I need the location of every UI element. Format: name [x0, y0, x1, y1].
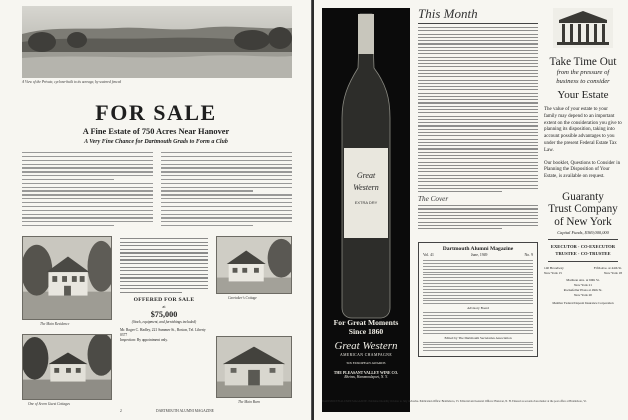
champagne-brand: Great Western: [334, 340, 398, 352]
fdic-member: Member Federal Deposit Insurance Corporation: [552, 301, 614, 306]
branch-address: Madison Ave. at 60th St.: [566, 278, 600, 283]
offered-for-sale-label: OFFERED FOR SALE: [133, 296, 195, 303]
bank-name-line2: Trust Company: [548, 203, 618, 216]
inspection-line: Inspection: By appointment only.: [120, 337, 168, 342]
trust-ad-sub1: from the pressure of: [556, 69, 610, 76]
trust-company-ad: [542, 6, 624, 412]
masthead-number: No. 9: [524, 253, 533, 257]
champagne-descriptor: AMERICAN CHAMPAGNE: [339, 353, 393, 357]
branch-city: New York 21: [573, 283, 592, 288]
offer-column: [120, 238, 208, 343]
roles-line1: EXECUTOR · CO-EXECUTOR: [550, 244, 616, 250]
hero-caption: A View of the Private, cyclone-built to its acreage, by watered fenced: [22, 80, 122, 84]
masthead-box: [418, 242, 538, 357]
masthead-vol: Vol. 41: [423, 253, 434, 257]
capital-funds: Capital Funds, $369,000,000: [557, 230, 609, 236]
bank-name: [542, 191, 624, 229]
svg-text:EXTRA DRY: EXTRA DRY: [354, 200, 378, 205]
masthead-offices: [423, 342, 533, 352]
left-page: [0, 0, 312, 420]
champagne-location: Rheims, Hammondsport, N. Y.: [344, 375, 388, 379]
branch-address: Fifth Ave. at 44th St.: [593, 266, 622, 271]
contact-line: Mr. Roger C. Hadley, 221 Summer St., Boston, Tel. Liberty 0377: [120, 327, 206, 337]
branch-city: New York 18: [604, 271, 622, 276]
masthead-footnote: Edited by The Dartmouth Secretaries Association: [444, 335, 512, 340]
champagne-awards: SIX EUROPEAN AWARDS: [346, 361, 386, 365]
masthead-staff-list: [423, 260, 533, 304]
advisory-board-heading: Advisory Board: [467, 306, 489, 311]
bank-building-icon: [553, 8, 613, 48]
this-month-heading: This Month: [418, 6, 478, 21]
subheadline: A Fine Estate of 750 Acres Near Hanover: [82, 127, 230, 136]
main-barn-caption: The Main Barn: [238, 400, 260, 404]
branch-addresses: [542, 266, 624, 276]
terms-note: (Stock, equipment, and furnishings included): [131, 319, 197, 324]
roles-line2: TRUSTEE · CO-TRUSTEE: [555, 250, 611, 256]
caretakers-cottage-caption: Caretaker's Cottage: [228, 296, 257, 300]
the-cover-heading: The Cover: [418, 195, 449, 204]
bank-name-line1: Guaranty: [562, 190, 604, 203]
svg-text:Great: Great: [356, 171, 376, 180]
folio-number: 2: [120, 409, 122, 413]
this-month-text: [418, 27, 538, 229]
trust-ad-booklet: Our booklet, Questions to Consider in Planning the Disposition of Your Estate, is available on request.: [544, 160, 621, 180]
masthead-title: Dartmouth Alumni Magazine: [442, 246, 514, 252]
publication-footer: DARTMOUTH ALUMNI MAGAZINE. Published monthly October to July inclusive. Publication Office: Brattleboro, Vt. Editorial and General Offices: Hanover, N. H. Entered as second-class matter at the post office at Brattleboro, Vt.: [322, 400, 587, 403]
guest-cottage-photo: [22, 334, 112, 400]
tagline: A Very Fine Chance for Dartmouth Grads to Form a Club: [84, 139, 228, 145]
trust-roles: [542, 244, 624, 257]
article-column-right: [161, 152, 292, 232]
masthead-issue: June, 1949: [471, 253, 488, 257]
article-body: [22, 152, 292, 232]
article-column-left: [22, 152, 153, 232]
trust-ad-headline: Take Time Out: [549, 56, 617, 68]
champagne-line2: Since 1860: [348, 327, 384, 336]
champagne-line1: For Great Moments: [333, 318, 399, 327]
page-title: FOR SALE: [95, 100, 217, 125]
main-barn-photo: [216, 336, 292, 398]
branch-address: 140 Broadway: [544, 266, 564, 271]
caretakers-cottage-photo: [216, 236, 292, 294]
price: $75,000: [150, 309, 178, 319]
guest-cottage-caption: One of Seven Guest Cottages: [28, 402, 70, 406]
trust-ad-sub3: Your Estate: [557, 89, 609, 101]
champagne-ad-text: [322, 318, 410, 379]
folio-title: DARTMOUTH ALUMNI MAGAZINE: [156, 409, 214, 413]
trust-ad-body: The value of your estate to your family may depend to an important extent on the consideration you give to planning its disposition, taking into account possible advantages to you under the present Federal Estate Tax Law.: [544, 107, 622, 153]
main-residence-caption: The Main Residence: [40, 322, 70, 326]
branch-addresses-2: [542, 278, 624, 298]
right-page: [314, 0, 628, 420]
champagne-company: THE PLEASANT VALLEY WINE CO.: [333, 371, 399, 375]
masthead-volume-row: [423, 253, 533, 257]
bank-name-line3: of New York: [554, 215, 612, 228]
trust-ad-sub2: business to consider: [556, 78, 610, 85]
branch-city: New York 20: [573, 293, 592, 298]
this-month-column: [418, 6, 538, 231]
at-label: at: [162, 303, 166, 309]
branch-city: New York 15: [544, 271, 562, 276]
main-residence-photo: [22, 236, 112, 320]
svg-text:Western: Western: [353, 183, 379, 192]
contact-info: [120, 328, 208, 343]
hero-landscape-photo: [22, 6, 292, 78]
advisory-board-list: [423, 312, 533, 333]
branch-address: Rockefeller Plaza at 49th St.: [563, 288, 603, 293]
